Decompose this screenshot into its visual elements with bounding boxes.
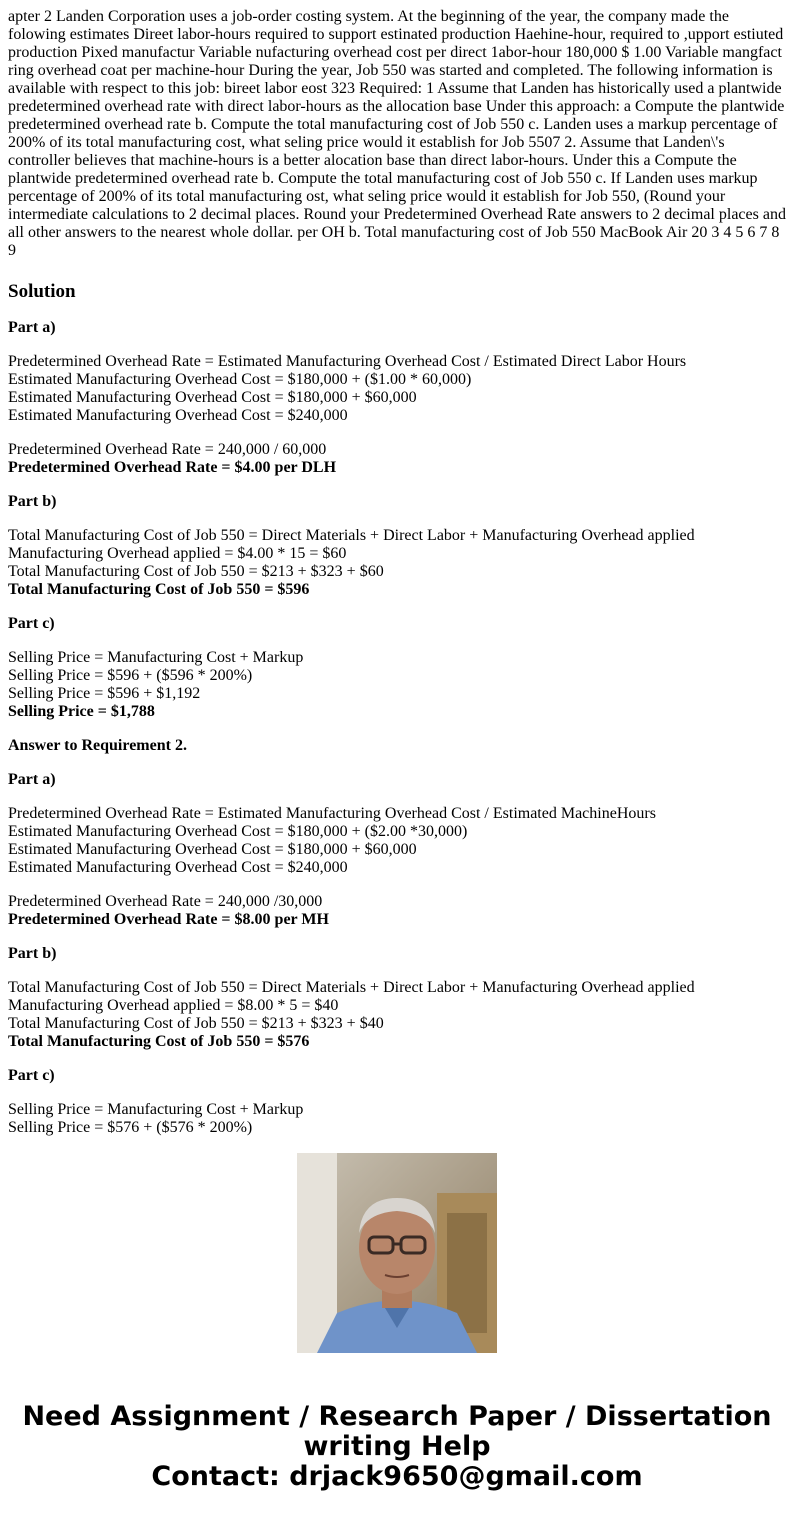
req1-part-c-lines [8,649,788,721]
req1-part-a-result: Predetermined Overhead Rate = $4.00 per DLH [8,459,337,476]
req2-part-c-lines [8,1101,788,1137]
text-line: Predetermined Overhead Rate = Estimated Manufacturing Overhead Cost / Estimated MachineHours [8,805,656,822]
text-line: Manufacturing Overhead applied = $4.00 * 15 = $60 [8,545,347,562]
solution-heading: Solution [8,281,76,302]
req2-part-a-lines [8,805,788,877]
req1-part-a-calc: Predetermined Overhead Rate = 240,000 / 60,000 Predetermined Overhead Rate = $4.00 per DLH [8,441,788,477]
req1-part-b-lines [8,527,788,599]
req1-part-c-heading: Part c) [8,615,55,632]
text-line: Estimated Manufacturing Overhead Cost = $180,000 + $60,000 [8,389,417,406]
text-line: Selling Price = $596 + $1,192 [8,685,201,702]
req1-part-b-result: Total Manufacturing Cost of Job 550 = $596 [8,581,310,598]
text-line: Selling Price = Manufacturing Cost + Markup [8,1101,304,1118]
req2-part-a-result: Predetermined Overhead Rate = $8.00 per MH [8,911,329,928]
req2-part-a-calc: Predetermined Overhead Rate = 240,000 /30,000 Predetermined Overhead Rate = $8.00 per MH [8,893,788,929]
text-line: Total Manufacturing Cost of Job 550 = $213 + $323 + $60 [8,563,384,580]
req1-part-a-lines [8,353,788,425]
portrait-image [297,1153,497,1353]
tutor-avatar [297,1153,497,1353]
req2-part-a-heading: Part a) [8,771,56,788]
text-line: Manufacturing Overhead applied = $8.00 * 5 = $40 [8,997,339,1014]
req2-part-c-heading: Part c) [8,1067,55,1084]
req1-part-a-heading: Part a) [8,319,56,336]
promo-line-1: Need Assignment / Research Paper / Dissertation [22,1401,772,1432]
text-line: Estimated Manufacturing Overhead Cost = $240,000 [8,859,348,876]
text-line: Selling Price = Manufacturing Cost + Markup [8,649,304,666]
question-text: apter 2 Landen Corporation uses a job-order costing system. At the beginning of the year, the company made the folowing estimates Direet labor-hours required to support estinated production Haehine-hour, required to ,upport estiuted production Pixed manufactur Variable nufacturing overhead cost per direct 1abor-hour 180,000 $ 1.00 Variable mangfact ring overhead coat per machine-hour During the year, Job 550 was started and completed. The following information is available with respect to this job: bireet labor eost 323 Required: 1 Assume that Landen has historically used a plantwide predetermined overhead rate with direct labor-hours as the allocation base Under this approach: a Compute the plantwide predetermined overhead rate b. Compute the total manufacturing cost of Job 550 c. Landen uses a markup percentage of 200% of its total manufacturing cost, what seling price would it establish for Job 5507 2. Assume that Landen\'s controller believes that machine-hours is a better alocation base than direct labor-hours. Under this a Compute the plantwide predetermined overhead rate b. Compute the total manufacturing cost of Job 550 c. If Landen uses markup percentage of 200% of its total manufacturing ost, what seling price would it establish for Job 550, (Round your intermediate calculations to 2 decimal places. Round your Predetermined Overhead Rate answers to 2 decimal places and all other answers to the nearest whole dollar. per OH b. Total manufacturing cost of Job 550 MacBook Air 20 3 4 5 6 7 8 9 [8,8,786,259]
text-line: Selling Price = $596 + ($596 * 200%) [8,667,253,684]
req2-part-b-result: Total Manufacturing Cost of Job 550 = $576 [8,1033,310,1050]
req1-part-c-result: Selling Price = $1,788 [8,703,155,720]
text-line: Estimated Manufacturing Overhead Cost = $180,000 + $60,000 [8,841,417,858]
text-line: Estimated Manufacturing Overhead Cost = $180,000 + ($1.00 * 60,000) [8,371,472,388]
promo-line-2: writing Help [303,1431,491,1462]
text-line: Estimated Manufacturing Overhead Cost = $180,000 + ($2.00 *30,000) [8,823,468,840]
text-line: Total Manufacturing Cost of Job 550 = Direct Materials + Direct Labor + Manufacturing Overhead applied [8,527,695,544]
text-line: Predetermined Overhead Rate = Estimated Manufacturing Overhead Cost / Estimated Direct Labor Hours [8,353,687,370]
text-line: Total Manufacturing Cost of Job 550 = $213 + $323 + $40 [8,1015,384,1032]
promo-contact[interactable]: Contact: drjack9650@gmail.com [151,1461,643,1492]
req2-heading: Answer to Requirement 2. [8,737,187,754]
promo-banner [0,1402,794,1492]
req2-part-b-heading: Part b) [8,945,57,962]
req1-part-b-heading: Part b) [8,493,57,510]
text-line: Estimated Manufacturing Overhead Cost = $240,000 [8,407,348,424]
document-content [8,8,788,1136]
req2-part-b-lines [8,979,788,1051]
text-line: Selling Price = $576 + ($576 * 200%) [8,1119,253,1136]
text-line: Total Manufacturing Cost of Job 550 = Direct Materials + Direct Labor + Manufacturing Overhead applied [8,979,695,996]
